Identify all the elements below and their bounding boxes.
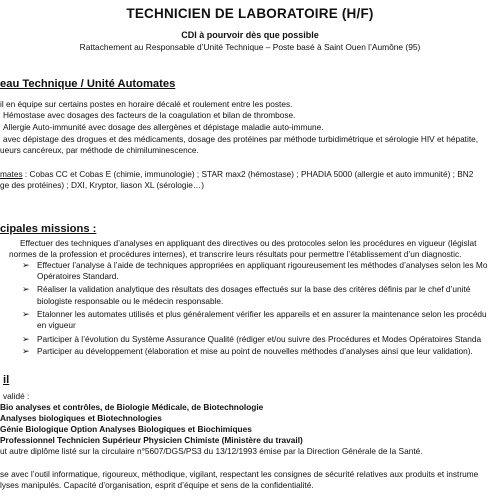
arrow-bullet-icon: ➢ (22, 284, 30, 294)
section-profile-heading: il (3, 374, 10, 386)
arrow-bullet-icon: ➢ (22, 309, 30, 319)
unit-line: ueurs cancéreux, par méthode de chimiluminescence. (0, 145, 199, 155)
unit-line: il en équipe sur certains postes en horaire décalé et roulement entre les postes. (0, 99, 293, 109)
attachment-line: Rattachement au Responsable d’Unité Technique – Poste basé à Saint Ouen l’Aumône (95) (79, 42, 421, 52)
diploma-item: Bio analyses et contrôles, de Biologie Médicale, de Biotechnologie (0, 402, 264, 412)
mission-line: Effectuer l’analyse à l’aide de techniques appropriées en appliquant rigoureusement les méthodes d’analyses selon les Mo (37, 260, 488, 270)
job-title: TECHNICIEN DE LABORATOIRE (H/F) (126, 6, 374, 21)
automates-line-2: ge des protéines) ; DXI, Kryptor, liason XL (sérologie…) (0, 180, 204, 190)
section-unit-heading: eau Technique / Unité Automates (0, 78, 176, 90)
contract-subtitle: CDI à pourvoir dès que possible (181, 30, 319, 40)
profile-line: lyses manipulés. Capacité d’organisation, esprit d’équipe et sens de la confidentialité. (0, 480, 314, 490)
arrow-bullet-icon: ➢ (22, 334, 30, 344)
unit-line: Hémostase avec dosages des facteurs de la coagulation et bilan de thrombose. (3, 110, 296, 120)
diploma-intro: validé : (3, 391, 30, 401)
automates-list: : Cobas CC et Cobas E (chimie, immunologie) ; STAR max2 (hémostase) ; PHADIA 5000 (allergie et auto immunité) ; BN2 (22, 169, 474, 179)
mission-line: Opératoires Standard. (37, 271, 119, 281)
arrow-bullet-icon: ➢ (22, 260, 30, 270)
unit-line: Allergie Auto-immunité avec dosage des allergènes et dépistage maladie auto-immune. (3, 122, 324, 132)
mission-line: Réaliser la validation analytique des résultats des dosages effectués sur la base des critères définis par le chef d’unité (37, 284, 471, 294)
mission-line: biologiste responsable ou le médecin responsable. (37, 296, 224, 306)
arrow-bullet-icon: ➢ (22, 346, 30, 356)
decree-line: ut autre diplôme listé sur la circulaire n°5607/DGS/PS3 du 13/12/1993 émise par la Direction Générale de la Santé. (0, 446, 423, 456)
mission-line: Participer à l’évolution du Système Assurance Qualité (rédiger et/ou suivre des Procédures et Modes Opératoires Standa (37, 334, 482, 344)
diploma-item: Génie Biologique Option Analyses Biologiques et Biochimiques (0, 424, 252, 434)
unit-line: avec dépistage des drogues et des médicaments, dosage des protéines par méthode turbidimétrique et sérologie HIV et hépatite, (3, 134, 479, 144)
mission-line: normes de la profession et procédures internes), et transcrire leurs résultats pour permettre l’établissement d’un diagnostic. (9, 249, 462, 259)
mission-line: Etalonner les automates utilisés et plus généralement vérifier les appareils et en assurer la maintenance selon les procédu (37, 309, 487, 319)
automates-line (0, 169, 473, 179)
diploma-item: Professionnel Technicien Supérieur Physicien Chimiste (Ministère du travail) (0, 435, 303, 445)
profile-line: se avec l’outil informatique, rigoureux, méthodique, vigilant, respectant les consignes de sécurité relatives aux produits et instrume (0, 469, 479, 479)
mission-line: Participer au développement (élaboration et mise au point de nouvelles méthodes d’analyses ainsi que leur validation). (37, 346, 473, 356)
section-missions-heading: cipales missions : (0, 223, 97, 235)
mission-line: en vigueur (37, 320, 76, 330)
mission-line: Effectuer des techniques d’analyses en appliquant des directives ou des protocoles selon les procédures en vigueur (législat (20, 238, 477, 248)
diploma-item: Analyses biologiques et Biotechnologies (0, 413, 162, 423)
automates-label: mates (0, 169, 23, 179)
